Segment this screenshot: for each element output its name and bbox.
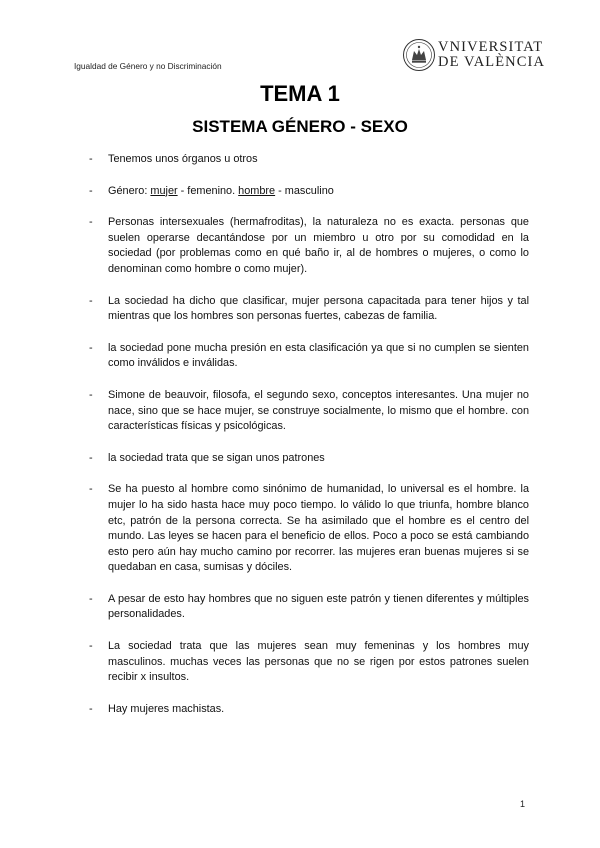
bullet-dash: - bbox=[89, 184, 93, 197]
genero-label: Género: bbox=[108, 184, 151, 197]
bullet-dash: - bbox=[89, 294, 93, 307]
item-text: la sociedad trata que se sigan unos patrones bbox=[108, 451, 325, 464]
bullet-dash: - bbox=[89, 388, 93, 401]
item-text: Se ha puesto al hombre como sinónimo de humanidad, lo universal es el hombre. la mujer lo ha sido hasta hace muy poco tiempo. lo válido lo que triunfa, hombre blanco etc, patrón de la persona correcta. Se ha asimilado que el hombre es el centro del mundo. Las leyes se hacen para el beneficio de ellos. Poco a poco se está cambiando esto pero aún hay mucho camino por recorrer. las mujeres eran buenas mujeres si se quedaban en casa, sumisas y dóciles. bbox=[108, 483, 529, 574]
bullet-dash: - bbox=[89, 341, 93, 354]
page-title: TEMA 1 bbox=[260, 81, 340, 106]
bullet-dash: - bbox=[89, 702, 93, 715]
list-item bbox=[89, 639, 529, 686]
university-logo bbox=[402, 38, 546, 74]
term-hombre: hombre bbox=[238, 184, 276, 197]
bullet-dash: - bbox=[89, 640, 93, 653]
item-text: la sociedad pone mucha presión en esta clasificación ya que si no cumplen se sienten como inválidos e inválidas. bbox=[108, 341, 529, 370]
list-item bbox=[89, 592, 529, 623]
list-item bbox=[89, 294, 529, 325]
list-item bbox=[89, 215, 529, 277]
university-name-line2: DE VALÈNCIA bbox=[438, 54, 546, 70]
list-item bbox=[89, 482, 529, 576]
bullet-dash: - bbox=[89, 592, 93, 605]
notes-list bbox=[89, 152, 529, 733]
item-text: Tenemos unos órganos u otros bbox=[108, 153, 258, 165]
item-text: Personas intersexuales (hermafroditas), la naturaleza no es exacta. personas que suelen operarse decantándose por un miembro u otro por su comodidad en la sociedad (por problemas como en qué baño ir, al de hombres o mujeres, o como lo denominan como hombre o como mujer). bbox=[108, 216, 529, 275]
item-text: Hay mujeres machistas. bbox=[108, 702, 225, 715]
item-text: La sociedad ha dicho que clasificar, mujer persona capacitada para tener hijos y tal mientras que los hombres son personas fuertes, cabezas de familia. bbox=[108, 294, 529, 323]
bullet-dash: - bbox=[89, 153, 93, 165]
list-item bbox=[89, 388, 529, 435]
university-seal-icon bbox=[402, 38, 436, 72]
bullet-dash: - bbox=[89, 451, 93, 464]
bullet-dash: - bbox=[89, 216, 93, 229]
term-mujer: mujer bbox=[150, 184, 178, 197]
item-text: Simone de beauvoir, filosofa, el segundo sexo, conceptos interesantes. Una mujer no nace, sino que se hace mujer, se construye socialmente, lo mismo que el hombre. con características físicas y psicológicas. bbox=[108, 388, 529, 433]
mujer-definition: - femenino. bbox=[177, 184, 239, 197]
list-item bbox=[89, 451, 529, 467]
list-item bbox=[89, 184, 529, 200]
item-text: La sociedad trata que las mujeres sean muy femeninas y los hombres muy masculinos. muchas veces las personas que no se rigen por estos patrones suelen recibir x insultos. bbox=[108, 640, 529, 684]
list-item bbox=[89, 152, 529, 168]
list-item bbox=[89, 702, 529, 718]
university-name-line1: VNIVERSITAT bbox=[438, 39, 544, 55]
page-number: 1 bbox=[520, 799, 526, 809]
bullet-dash: - bbox=[89, 483, 93, 496]
course-header: Igualdad de Género y no Discriminación bbox=[74, 61, 222, 71]
item-text: A pesar de esto hay hombres que no siguen este patrón y tienen diferentes y múltiples personalidades. bbox=[108, 592, 529, 621]
page-subtitle: SISTEMA GÉNERO - SEXO bbox=[192, 117, 408, 136]
hombre-definition: - masculino bbox=[275, 184, 334, 197]
list-item bbox=[89, 341, 529, 372]
